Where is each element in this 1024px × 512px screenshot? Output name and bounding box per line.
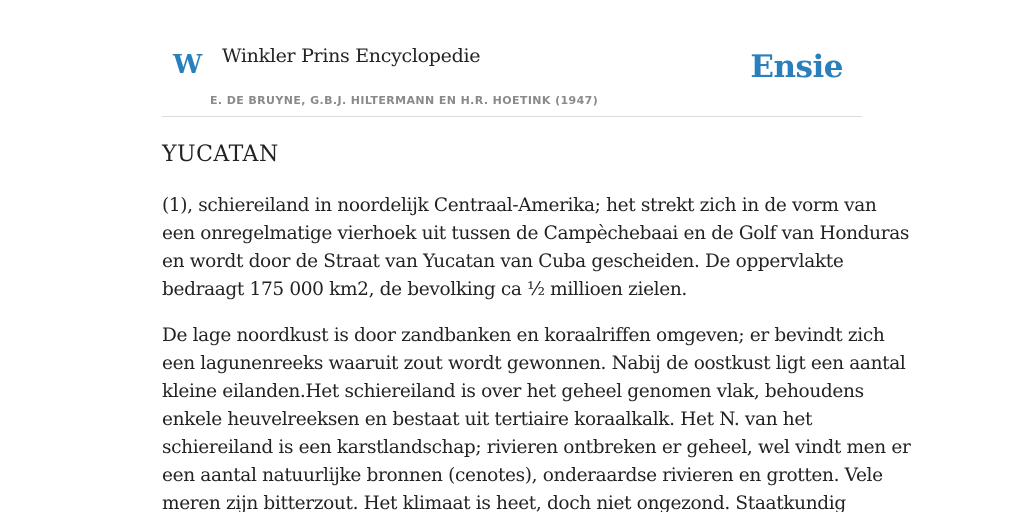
article-title: YUCATAN <box>162 142 279 167</box>
paragraph-line: De lage noordkust is door zandbanken en koraalriffen omgeven; er bevindt zich <box>162 325 885 346</box>
ensie-logo[interactable]: Ensie <box>750 49 843 85</box>
paragraph-line: en wordt door de Straat van Yucatan van Cuba gescheiden. De oppervlakte <box>162 251 844 272</box>
logo-w-icon[interactable]: W <box>173 50 203 80</box>
paragraph-line: kleine eilanden.Het schiereiland is over het geheel genomen vlak, behoudens <box>162 381 864 402</box>
paragraph-line: bedraagt 175 000 km2, de bevolking ca ½ millioen zielen. <box>162 279 687 300</box>
paragraph-line: schiereiland is een karstlandschap; rivieren ontbreken er geheel, wel vindt men er <box>162 437 911 458</box>
paragraph-line: enkele heuvelreeksen en bestaat uit tertiaire koraalkalk. Het N. van het <box>162 409 813 430</box>
article <box>162 140 911 512</box>
paragraph-line: een onregelmatige vierhoek uit tussen de Campèchebaai en de Golf van Honduras <box>162 223 910 244</box>
paragraph-line: een aantal natuurlijke bronnen (cenotes), onderaardse rivieren en grotten. Vele <box>162 465 883 486</box>
paragraph-line: (1), schiereiland in noordelijk Centraal-Amerika; het strekt zich in de vorm van <box>162 195 877 216</box>
paragraph-line: een lagunenreeks waaruit zout wordt gewonnen. Nabij de oostkust ligt een aantal <box>162 353 906 374</box>
article-paragraph <box>162 322 911 512</box>
site-title[interactable]: Winkler Prins Encyclopedie <box>222 45 481 67</box>
site-header <box>162 36 862 117</box>
authors-line: E. DE BRUYNE, G.B.J. HILTERMANN EN H.R. HOETINK (1947) <box>210 94 599 107</box>
paragraph-line: meren zijn bitterzout. Het klimaat is heet, doch niet ongezond. Staatkundig <box>162 493 846 512</box>
article-paragraph <box>162 192 910 304</box>
